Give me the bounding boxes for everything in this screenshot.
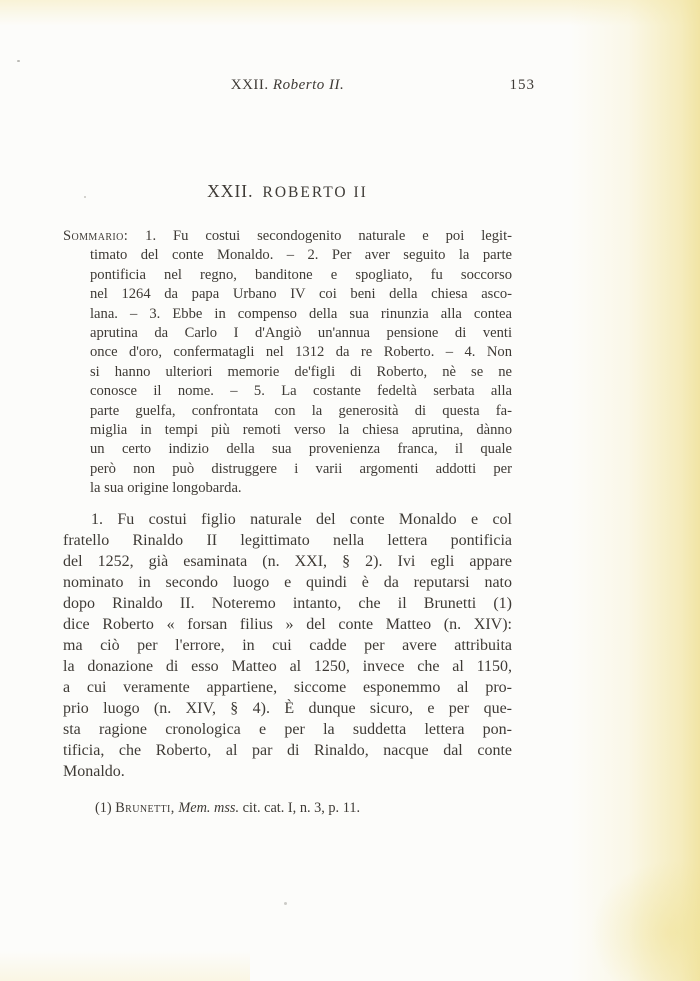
text-line: conosce il nome. – 5. La costante fedeltà serbata alla	[90, 383, 512, 400]
footnote-work-title: Mem. mss.	[178, 800, 240, 816]
summary-lines	[63, 246, 512, 498]
text-line: Monaldo.	[63, 763, 125, 780]
running-header	[63, 74, 535, 96]
text-line: lana. – 3. Ebbe in compenso della sua rinunzia alla contea	[90, 305, 512, 322]
summary-first-line-text: 1. Fu costui secondogenito naturale e poi legit-	[145, 228, 512, 244]
footnote-citation: cit. cat. I, n. 3, p. 11.	[242, 800, 361, 816]
text-line: tificia, che Roberto, al par di Rinaldo, nacque dal conte	[63, 742, 512, 759]
chapter-title-number: XXII.	[207, 181, 254, 201]
text-line: dopo Rinaldo II. Noteremo intanto, che il Brunetti (1)	[63, 595, 512, 612]
text-line: la donazione di esso Matteo al 1250, invece che al 1150,	[63, 658, 512, 675]
text-line: ma ciò per l'errore, in cui cadde per avere attribuita	[63, 637, 512, 654]
text-line: però non può distruggere i varii argomenti addotti per	[90, 460, 512, 477]
paper-edge-right	[570, 0, 700, 981]
text-line: a cui veramente appartiene, siccome esponemmo al pro-	[63, 679, 512, 696]
text-line: aprutina da Carlo I d'Angiò un'annua pensione di venti	[90, 325, 512, 342]
chapter-title	[63, 176, 512, 203]
body-paragraph	[63, 509, 512, 782]
text-line: prio luogo (n. XIV, § 4). È dunque sicuro, e per que-	[63, 700, 512, 717]
text-line: si hanno ulteriori memorie de'figli di Roberto, nè se ne	[90, 363, 512, 380]
footnote-author: Brunetti,	[115, 800, 175, 816]
text-line: parte guelfa, confrontata con la generosità di questa fa-	[90, 402, 512, 419]
text-line: fratello Rinaldo II legittimato nella lettera pontificia	[63, 532, 512, 549]
summary-first-line	[63, 227, 512, 246]
summary-paragraph	[63, 227, 512, 499]
running-header-center	[63, 74, 512, 96]
chapter-title-name: ROBERTO II	[262, 184, 368, 201]
scan-speck	[284, 902, 287, 905]
text-line: timato del conte Monaldo. – 2. Per aver seguito la parte	[90, 247, 512, 264]
text-line: nel 1264 da papa Urbano IV coi beni della chiesa asco-	[90, 286, 512, 303]
summary-label: Sommario:	[63, 228, 129, 244]
text-line: miglia in tempi più remoti verso la chiesa aprutina, dànno	[90, 422, 512, 439]
footnote-marker: (1)	[95, 800, 112, 816]
text-line: la sua origine longobarda.	[90, 480, 242, 497]
paper-edge-blotch	[590, 860, 700, 981]
text-line: sta ragione cronologica e per la suddetta lettera pon-	[63, 721, 512, 738]
footnote	[95, 799, 515, 818]
text-line: del 1252, già esaminata (n. XXI, § 2). Ivi egli appare	[63, 553, 512, 570]
text-line: nominato in secondo luogo e quindi è da reputarsi nato	[63, 574, 512, 591]
page-number: 153	[509, 77, 535, 93]
text-line: pontificia nel regno, banditone e spogliato, fu soccorso	[90, 266, 512, 283]
paper-edge-top	[0, 0, 700, 26]
text-line: dice Roberto « forsan filius » del conte Matteo (n. XIV):	[63, 616, 512, 633]
running-header-chapter: XXII.	[230, 77, 269, 93]
paper-edge-bottom-left	[0, 951, 250, 981]
text-line: once d'oro, confermatagli nel 1312 da re Roberto. – 4. Non	[90, 344, 512, 361]
running-header-title: Roberto II.	[272, 77, 345, 93]
scan-speck	[17, 60, 20, 62]
text-line: un certo indizio della sua provenienza franca, il quale	[90, 441, 512, 458]
text-line: 1. Fu costui figlio naturale del conte Monaldo e col	[91, 511, 512, 528]
